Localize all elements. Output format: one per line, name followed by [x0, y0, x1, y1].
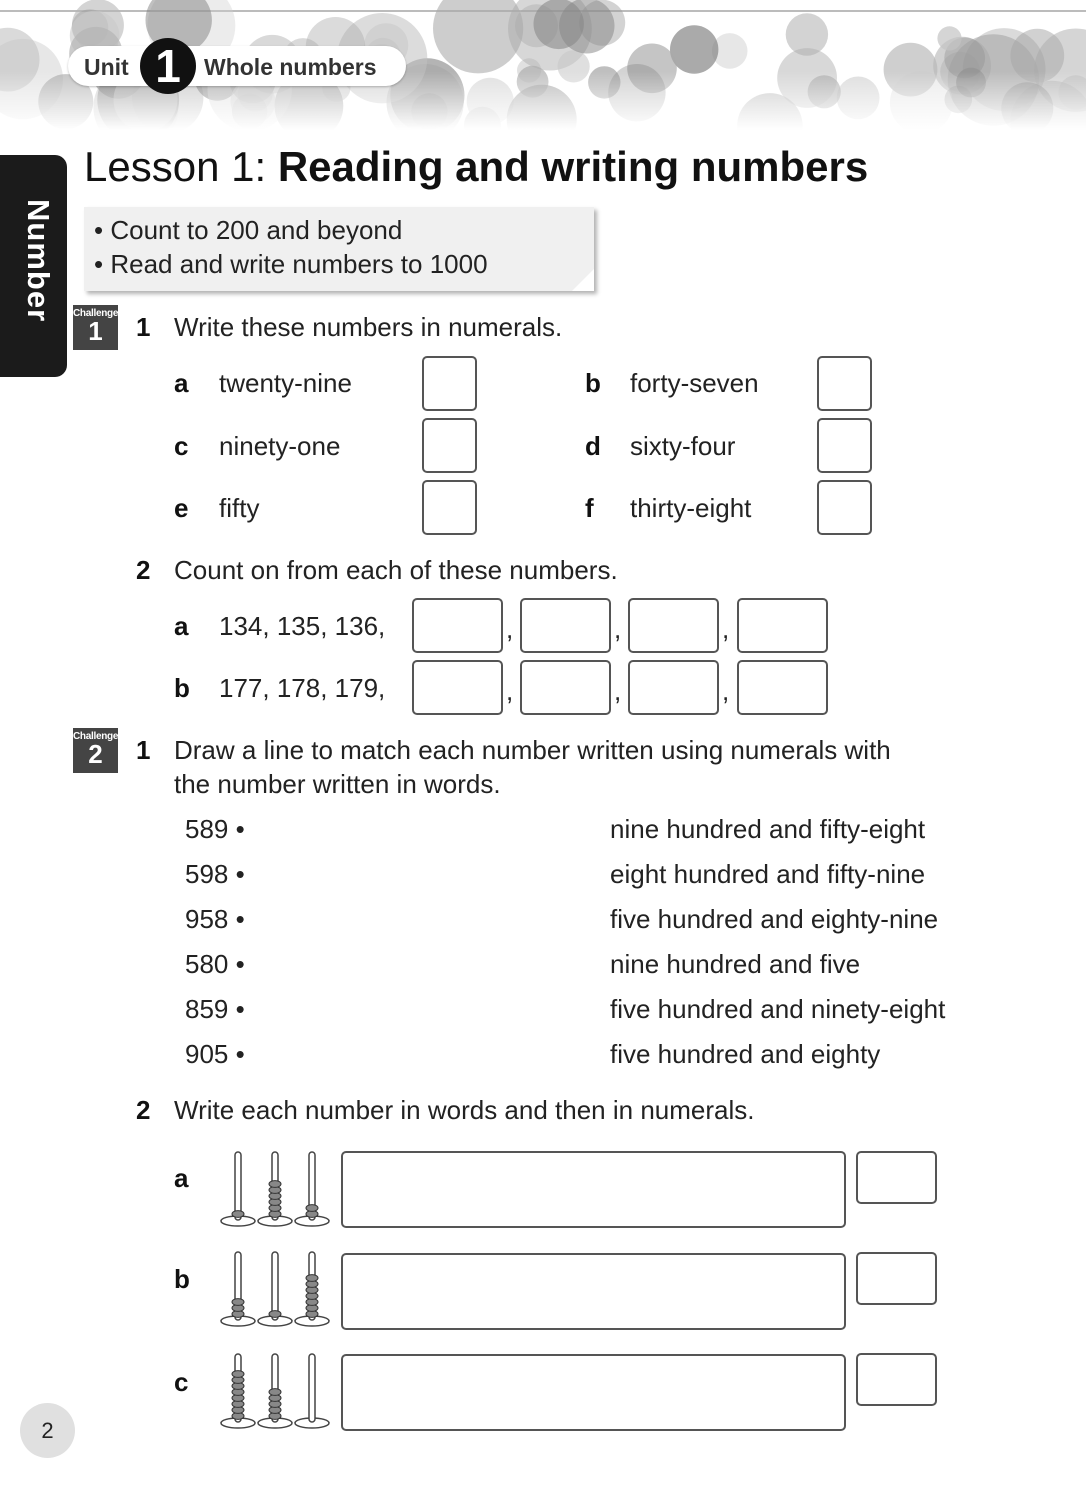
- challenge-2-badge: [73, 728, 118, 773]
- match-words[interactable]: nine hundred and fifty-eight: [610, 814, 926, 844]
- match-words[interactable]: nine hundred and five: [610, 949, 861, 979]
- abacus-image: [218, 1248, 334, 1330]
- words-answer-box[interactable]: [341, 1253, 846, 1330]
- abacus-rod: [309, 1354, 315, 1422]
- numeral-answer-box[interactable]: [856, 1151, 937, 1204]
- unit-word: Unit: [84, 54, 129, 80]
- words-answer-box[interactable]: [341, 1151, 846, 1228]
- objective-item: • Count to 200 and beyond: [94, 215, 403, 245]
- answer-box[interactable]: [817, 480, 872, 535]
- abacus-bead: [232, 1299, 244, 1306]
- abacus-image: [218, 1350, 334, 1432]
- lesson-prefix: Lesson 1:: [84, 143, 267, 190]
- question-text: Count on from each of these numbers.: [174, 555, 618, 585]
- sequence-answer-box[interactable]: [412, 660, 503, 715]
- objectives-box: [84, 207, 594, 291]
- sequence-answer-box[interactable]: [628, 598, 719, 653]
- sequence-answer-box[interactable]: [737, 660, 828, 715]
- challenge-label: Challenge: [73, 308, 119, 319]
- match-words[interactable]: eight hundred and fifty-nine: [610, 859, 926, 889]
- challenge-label: Challenge: [73, 731, 119, 742]
- match-words[interactable]: five hundred and ninety-eight: [610, 994, 946, 1024]
- separator: ,: [722, 676, 730, 706]
- abacus-rod: [235, 1152, 241, 1220]
- number-word: thirty-eight: [630, 493, 752, 523]
- item-letter: a: [174, 368, 189, 398]
- answer-box[interactable]: [422, 356, 477, 411]
- unit-label: [68, 40, 406, 92]
- match-numeral[interactable]: 580 •: [185, 949, 245, 979]
- item-letter: a: [174, 611, 189, 641]
- number-word: ninety-one: [219, 431, 341, 461]
- numeral-answer-box[interactable]: [856, 1252, 937, 1305]
- number-word: sixty-four: [630, 431, 736, 461]
- item-letter: f: [585, 493, 594, 523]
- challenge-number: 1: [88, 316, 103, 346]
- item-letter: d: [585, 431, 601, 461]
- question-number: 2: [136, 1095, 151, 1125]
- sequence-answer-box[interactable]: [737, 598, 828, 653]
- header-banner: [0, 0, 1086, 130]
- separator: ,: [614, 614, 622, 644]
- abacus-image: [218, 1148, 334, 1230]
- side-tab-label: Number: [21, 199, 56, 323]
- sequence-answer-box[interactable]: [628, 660, 719, 715]
- page-fold: [572, 269, 594, 291]
- question-number: 2: [136, 555, 151, 585]
- side-tab: [0, 155, 67, 377]
- item-letter: b: [174, 1264, 190, 1294]
- sequence-answer-box[interactable]: [520, 598, 611, 653]
- answer-box[interactable]: [817, 418, 872, 473]
- separator: ,: [506, 614, 514, 644]
- match-words[interactable]: five hundred and eighty-nine: [610, 904, 939, 934]
- page-number: 2: [20, 1403, 75, 1458]
- number-word: forty-seven: [630, 368, 759, 398]
- abacus-bead: [269, 1311, 281, 1318]
- separator: ,: [506, 676, 514, 706]
- question-text-line1: Draw a line to match each number written using numerals with: [174, 735, 891, 765]
- sequence-start: 134, 135, 136,: [219, 611, 386, 641]
- item-letter: c: [174, 1367, 189, 1397]
- question-text: Write each number in words and then in numerals.: [174, 1095, 755, 1125]
- sequence-answer-box[interactable]: [412, 598, 503, 653]
- challenge-1-badge: [73, 305, 118, 350]
- challenge-number: 2: [88, 739, 103, 769]
- question-number: 1: [136, 312, 151, 342]
- abacus-bead: [306, 1275, 318, 1282]
- match-numeral[interactable]: 589 •: [185, 814, 245, 844]
- item-letter: a: [174, 1163, 189, 1193]
- abacus-bead: [306, 1205, 318, 1212]
- objective-item: • Read and write numbers to 1000: [94, 249, 488, 279]
- words-answer-box[interactable]: [341, 1354, 846, 1431]
- abacus-bead: [269, 1389, 281, 1396]
- match-numeral[interactable]: 598 •: [185, 859, 245, 889]
- lesson-title: [84, 143, 868, 191]
- question-text: Write these numbers in numerals.: [174, 312, 563, 342]
- abacus-bead: [232, 1211, 244, 1218]
- answer-box[interactable]: [817, 356, 872, 411]
- item-letter: b: [585, 368, 601, 398]
- abacus-rod: [272, 1252, 278, 1320]
- unit-title: Whole numbers: [204, 54, 377, 80]
- numeral-answer-box[interactable]: [856, 1353, 937, 1406]
- abacus-bead: [269, 1181, 281, 1188]
- sequence-answer-box[interactable]: [520, 660, 611, 715]
- question-text-line2: the number written in words.: [174, 769, 501, 799]
- number-word: twenty-nine: [219, 368, 352, 398]
- item-letter: e: [174, 493, 189, 523]
- question-number: 1: [136, 735, 151, 765]
- answer-box[interactable]: [422, 480, 477, 535]
- sequence-start: 177, 178, 179,: [219, 673, 386, 703]
- answer-box[interactable]: [422, 418, 477, 473]
- abacus-bead: [232, 1371, 244, 1378]
- separator: ,: [722, 614, 730, 644]
- match-words[interactable]: five hundred and eighty: [610, 1039, 881, 1069]
- separator: ,: [614, 676, 622, 706]
- match-numeral[interactable]: 905 •: [185, 1039, 245, 1069]
- unit-number: 1: [140, 38, 196, 94]
- number-word: fifty: [219, 493, 260, 523]
- item-letter: b: [174, 673, 190, 703]
- match-numeral[interactable]: 859 •: [185, 994, 245, 1024]
- lesson-name: Reading and writing numbers: [277, 143, 869, 190]
- item-letter: c: [174, 431, 189, 461]
- match-numeral[interactable]: 958 •: [185, 904, 245, 934]
